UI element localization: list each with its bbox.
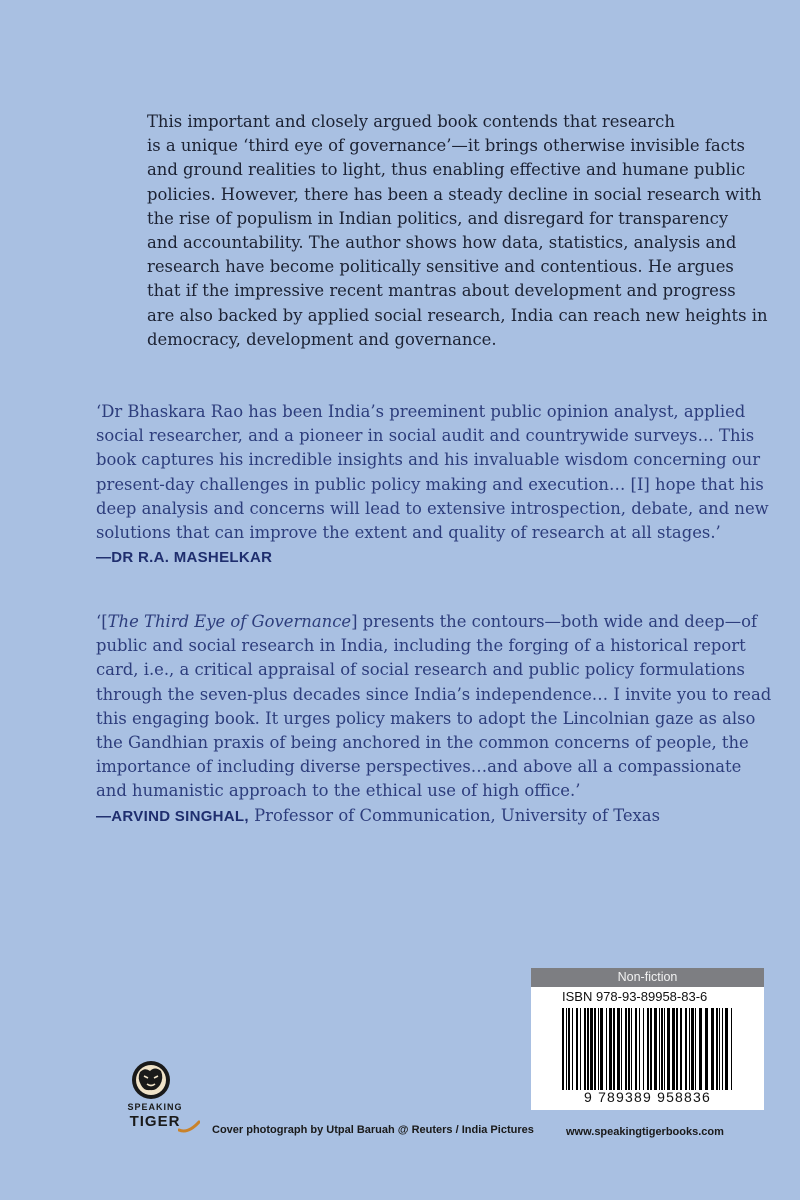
book-title: The Third Eye of Governance [107,612,352,631]
quote-line: solutions that can improve the extent and quality of research at all stages.’ [96,523,721,543]
quote-line [96,610,776,634]
barcode-panel [531,968,764,1110]
quote-attribution [96,545,776,570]
publisher-website: www.speakingtigerbooks.com [566,1126,724,1138]
quote-line: through the seven-plus decades since India’s independence… I invite you to read [96,684,772,704]
quote-line: social researcher, and a pioneer in social audit and countrywide surveys… This [96,426,755,446]
quote-line: card, i.e., a critical appraisal of social research and public policy formulations [96,660,745,680]
blurb-line: the rise of populism in Indian politics, and disregard for transparency [147,208,729,228]
quote-line: book captures his incredible insights and his invaluable wisdom concerning our [96,450,761,470]
testimonial-singhal [96,610,776,829]
blurb-line: This important and closely argued book contends that research [147,112,675,131]
blurb-line: and accountability. The author shows how data, statistics, analysis and [147,233,737,253]
quote-line: and humanistic approach to the ethical use of high office.’ [96,781,581,801]
attribution-name: —DR R.A. MASHELKAR [96,549,273,567]
quote-line: present-day challenges in public policy making and execution… [I] hope that his [96,474,764,494]
blurb-line: research have become politically sensitive and contentious. He argues [147,257,734,277]
swoosh-icon [178,1120,200,1134]
cover-credit: Cover photograph by Utpal Baruah @ Reuters / India Pictures [212,1124,534,1136]
quote-line: ‘Dr Bhaskara Rao has been India’s preeminent public opinion analyst, applied [96,402,746,421]
blurb-line: democracy, development and governance. [147,329,497,349]
quote-line: the Gandhian praxis of being anchored in the common concerns of people, the [96,733,749,753]
blurb-line: policies. However, there has been a steady decline in social research with [147,184,762,204]
blurb [147,110,777,352]
genre-label: Non-fiction [531,968,764,987]
blurb-line: are also backed by applied social research, India can reach new heights in [147,305,768,325]
quote-line: deep analysis and concerns will lead to extensive introspection, debate, and new [96,498,769,518]
quote-line: this engaging book. It urges policy makers to adopt the Lincolnian gaze as also [96,708,756,728]
quote-line: importance of including diverse perspectives…and above all a compassionate [96,757,742,777]
publisher-line2: TIGER [129,1113,181,1130]
testimonial-mashelkar [96,400,776,570]
quote-attribution [96,804,776,829]
publisher-line1: SPEAKING [127,1102,183,1112]
quote-line-rest: ] presents the contours—both wide and deep—of [351,612,758,631]
quote-line: public and social research in India, including the forging of a historical report [96,636,746,656]
barcode-icon [562,1008,734,1090]
quote-open: ‘[ [96,612,108,631]
blurb-line: is a unique ‘third eye of governance’—it brings otherwise invisible facts [147,136,745,156]
barcode-digits: 9 789389 958836 [584,1089,711,1105]
blurb-line: and ground realities to light, thus enabling effective and humane public [147,160,746,180]
attribution-title: Professor of Communication, University of Texas [248,805,660,825]
isbn-text: ISBN 978-93-89958-83-6 [562,989,708,1004]
attribution-name: —ARVIND SINGHAL, [96,807,249,825]
blurb-line: that if the impressive recent mantras about development and progress [147,281,736,301]
